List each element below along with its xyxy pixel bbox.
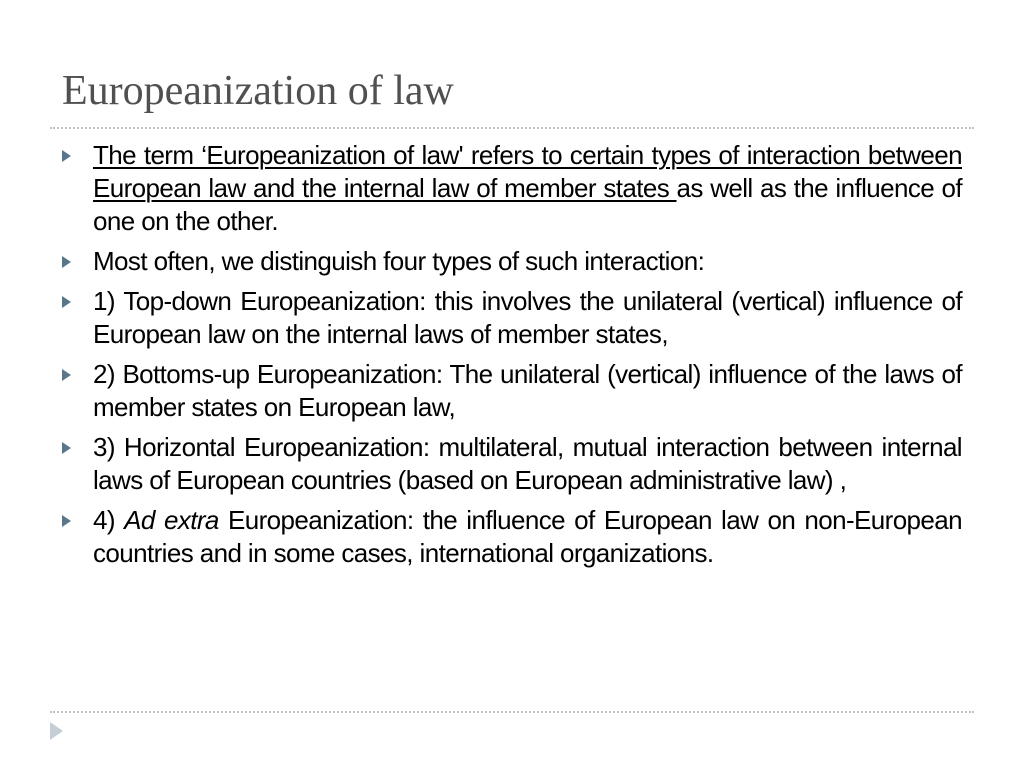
bullet-text: 1) Top-down Europeanization: this involves the unilateral (vertical) influence of European law on the internal laws of member states,: [93, 286, 962, 349]
triangle-bullet-icon: [62, 256, 71, 268]
bullet-text: Most often, we distinguish four types of such interaction:: [93, 246, 705, 276]
slide-title: Europeanization of law: [62, 68, 454, 114]
bullet-item-top-down: [62, 285, 962, 351]
bullet-text: 2) Bottoms-up Europeanization: The unilateral (vertical) influence of the laws of member states on European law,: [93, 359, 962, 422]
bullet-list: [62, 139, 962, 577]
triangle-bullet-icon: [62, 296, 71, 308]
next-slide-arrow-icon[interactable]: [50, 722, 63, 740]
definition-underlined-text: The term ‘Europeanization of law' refers to certain types of interaction between European law and the internal law of member states: [93, 140, 962, 203]
ad-extra-italic: Ad extra: [124, 505, 219, 535]
title-divider: [50, 127, 974, 129]
bullet-item-four-types: [62, 245, 962, 278]
triangle-bullet-icon: [62, 515, 71, 527]
ad-extra-rest: Europeanization: the influence of European law on non-European countries and in some cases, international organizations.: [93, 505, 963, 568]
bullet-text: 3) Horizontal Europeanization: multilateral, mutual interaction between internal laws of European countries (based on European administrative law) ,: [93, 432, 962, 495]
bullet-item-definition: [62, 139, 962, 238]
ad-extra-prefix: 4): [93, 505, 125, 535]
triangle-bullet-icon: [62, 150, 71, 162]
triangle-bullet-icon: [62, 369, 71, 381]
triangle-bullet-icon: [62, 442, 71, 454]
bullet-item-horizontal: [62, 431, 962, 497]
bullet-item-ad-extra: [62, 504, 962, 570]
bullet-item-bottoms-up: [62, 358, 962, 424]
footer-divider: [50, 711, 974, 713]
definition-rest-text: as well as the influence of one on the other.: [93, 173, 962, 236]
